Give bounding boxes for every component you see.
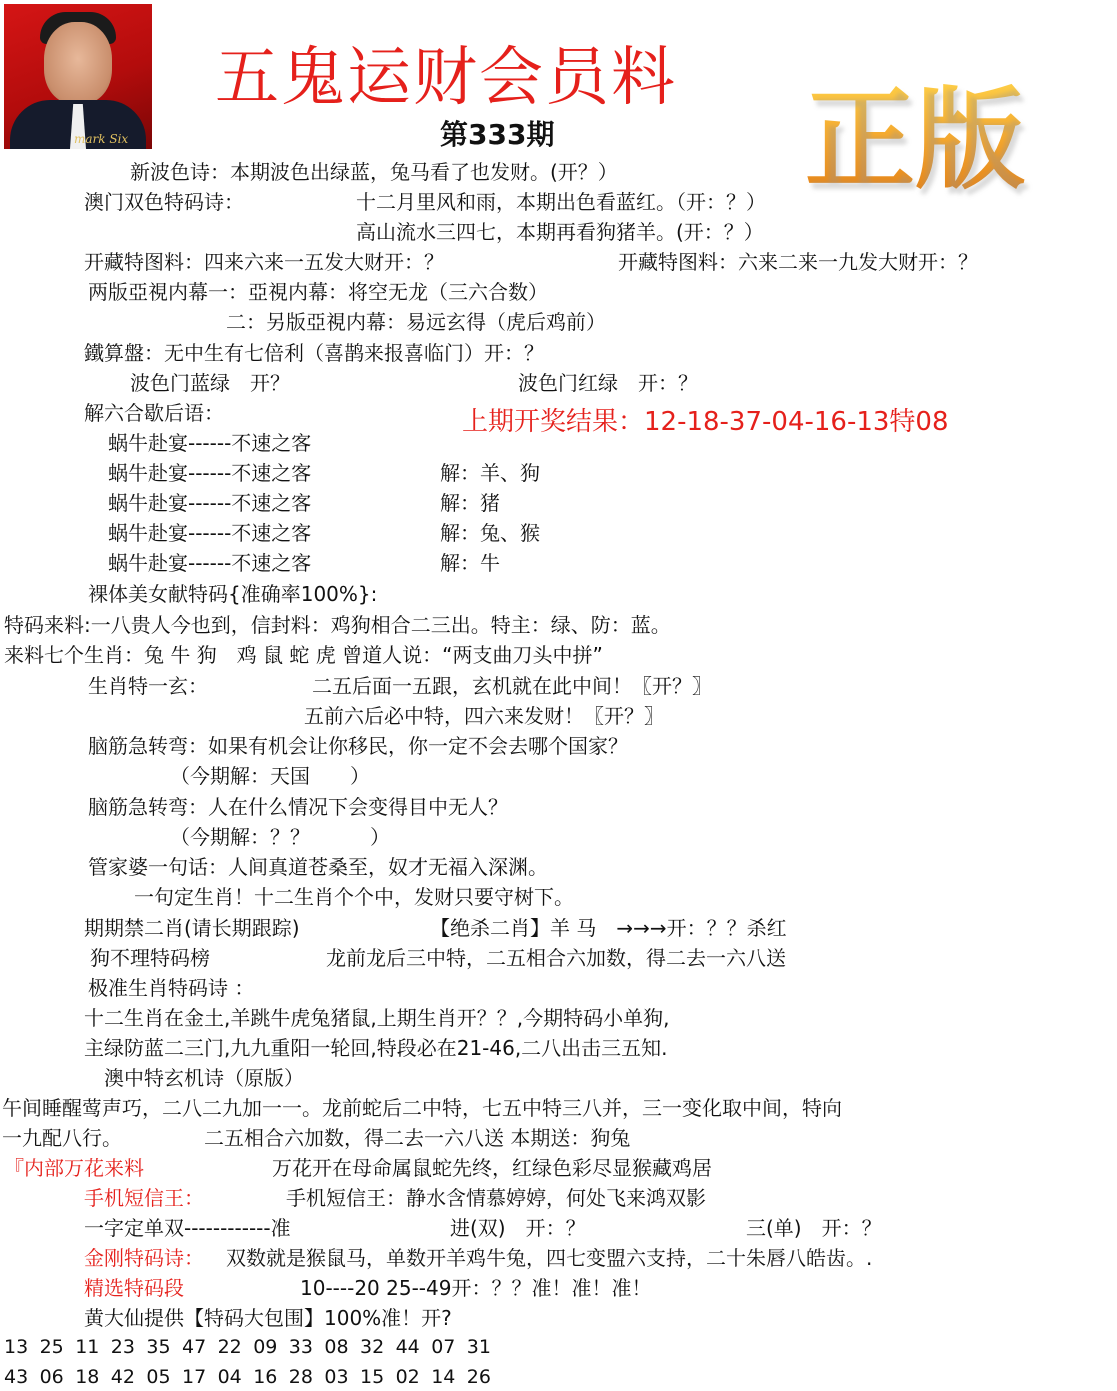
number-cell: 06 bbox=[39, 1366, 64, 1388]
number-cell: 44 bbox=[395, 1336, 420, 1358]
sms-king-value: 手机短信王：静水含情慕婷婷，何处飞来鸿双影 bbox=[286, 1186, 706, 1210]
macau-poem-label: 澳门双色特码诗： bbox=[84, 190, 244, 214]
riddle-answer: 解：牛 bbox=[440, 551, 500, 575]
dog-chart-value: 龙前龙后三中特，二五相合六加数，得二去一六八送 bbox=[326, 946, 786, 970]
flower-source-value: 万花开在母命属鼠蛇先终，红绿色彩尽显猴藏鸡居 bbox=[272, 1156, 712, 1180]
number-cell: 22 bbox=[217, 1336, 242, 1358]
banned-two-value: 【绝杀二肖】羊 马 →→→开：？？杀红 bbox=[430, 916, 787, 940]
number-cell: 13 bbox=[4, 1336, 29, 1358]
wave-blue-green: 波色门蓝绿 开？ bbox=[130, 371, 290, 395]
brain-teaser-1-answer: （今期解：天国 ） bbox=[170, 764, 370, 788]
number-cell: 23 bbox=[110, 1336, 135, 1358]
number-cell: 28 bbox=[288, 1366, 313, 1388]
issue-number: 第333期 bbox=[440, 118, 555, 151]
zodiac-mystery-line1: 二五后面一五跟，玄机就在此中间！〖开？〗 bbox=[312, 674, 712, 698]
number-cell: 07 bbox=[431, 1336, 456, 1358]
wave-color-poem: 新波色诗：本期波色出绿蓝，兔马看了也发财。(开？） bbox=[130, 160, 618, 184]
number-cell: 25 bbox=[39, 1336, 64, 1358]
special-code-offer: 裸体美女献特码{准确率100%}: bbox=[88, 582, 378, 606]
number-cell: 05 bbox=[146, 1366, 171, 1388]
precise-poem-heading: 极准生肖特码诗 ： bbox=[88, 976, 255, 1000]
brain-teaser-2: 脑筋急转弯：人在什么情况下会变得目中无人？ bbox=[88, 795, 508, 819]
number-cell: 35 bbox=[146, 1336, 171, 1358]
precise-poem-line1: 十二生肖在金土,羊跳牛虎兔猪鼠,上期生肖开？？,今期特码小单狗, bbox=[84, 1006, 670, 1030]
macau-mystery-line2b: 二五相合六加数，得二去一六八送 本期送：狗兔 bbox=[204, 1126, 631, 1150]
diamond-poem-value: 双数就是猴鼠马，单数开羊鸡牛兔，四七变盟六支持，二十朱唇八皓齿。. bbox=[226, 1246, 873, 1270]
treasure-map-2: 开藏特图料：六来二来一九发大财开：？ bbox=[618, 250, 978, 274]
riddle-line: 蜗牛赴宴------不速之客 bbox=[108, 461, 312, 485]
page-title: 五鬼运财会员料 bbox=[215, 41, 677, 115]
even-value: 进(双) 开：？ bbox=[450, 1216, 586, 1240]
selected-range-label: 精选特码段 bbox=[84, 1276, 184, 1300]
treasure-map-1: 开藏特图料：四来六来一五发大财开：？ bbox=[84, 250, 444, 274]
housekeeper-saying: 管家婆一句话：人间真道苍桑至，奴才无福入深渊。 bbox=[88, 855, 548, 879]
sms-king-label: 手机短信王： bbox=[84, 1186, 204, 1210]
riddle-line: 蜗牛赴宴------不速之客 bbox=[108, 431, 312, 455]
odd-even-label: 一字定单双------------准 bbox=[84, 1216, 291, 1240]
macau-mystery-line1: 午间睡醒莺声巧，二八二九加一一。龙前蛇后二中特，七五中特三八并，三一变化取中间，特向 bbox=[2, 1096, 842, 1120]
number-cell: 16 bbox=[253, 1366, 278, 1388]
zodiac-mystery-line2: 五前六后必中特，四六来发财！〖开？〗 bbox=[304, 704, 664, 728]
brain-teaser-2-answer: （今期解：？？ ） bbox=[170, 825, 390, 849]
one-sentence-zodiac: 一句定生肖！十二生肖个个中，发财只要守树下。 bbox=[134, 885, 574, 909]
number-cell: 17 bbox=[182, 1366, 207, 1388]
brain-teaser-1: 脑筋急转弯：如果有机会让你移民，你一定不会去哪个国家？ bbox=[88, 734, 628, 758]
riddle-answer: 解：兔、猴 bbox=[440, 521, 540, 545]
riddle-line: 蜗牛赴宴------不速之客 bbox=[108, 491, 312, 515]
riddle-answer: 解：猪 bbox=[440, 491, 500, 515]
diamond-poem-label: 金刚特码诗： bbox=[84, 1246, 204, 1270]
photo-caption: mark Six bbox=[74, 132, 129, 146]
odd-value: 三(单) 开：？ bbox=[746, 1216, 882, 1240]
portrait-photo bbox=[4, 4, 152, 149]
riddle-line: 蜗牛赴宴------不速之客 bbox=[108, 551, 312, 575]
flower-source-label: 『内部万花来料 bbox=[4, 1156, 144, 1180]
riddle-line: 蜗牛赴宴------不速之客 bbox=[108, 521, 312, 545]
number-cell: 08 bbox=[324, 1336, 349, 1358]
number-cell: 04 bbox=[217, 1366, 242, 1388]
macau-mystery-line2: 一九配八行。 bbox=[2, 1126, 122, 1150]
zodiac-mystery-label: 生肖特一玄： bbox=[88, 674, 208, 698]
number-cell: 42 bbox=[110, 1366, 135, 1388]
number-cell: 47 bbox=[182, 1336, 207, 1358]
precise-poem-line2: 主绿防蓝二三门,九九重阳一轮回,特段必在21-46,二八出击三五知. bbox=[84, 1036, 668, 1060]
macau-poem-line1: 十二月里风和雨，本期出色看蓝红。（开：？） bbox=[356, 190, 766, 214]
number-cell: 15 bbox=[360, 1366, 385, 1388]
riddle-answer: 解：羊、狗 bbox=[440, 461, 540, 485]
last-draw-result: 上期开奖结果：12-18-37-04-16-13特08 bbox=[462, 407, 949, 437]
number-cell: 31 bbox=[466, 1336, 491, 1358]
wave-red-green: 波色门红绿 开：？ bbox=[518, 371, 698, 395]
number-cell: 32 bbox=[360, 1336, 385, 1358]
number-cell: 09 bbox=[253, 1336, 278, 1358]
number-cell: 18 bbox=[75, 1366, 100, 1388]
riddle-heading: 解六合歇后语： bbox=[84, 401, 224, 425]
number-cell: 43 bbox=[4, 1366, 29, 1388]
atv-inside-2: 二：另版亞視内幕：易远玄得（虎后鸡前） bbox=[226, 310, 606, 334]
number-cell: 26 bbox=[466, 1366, 491, 1388]
authentic-seal: 正版 bbox=[805, 76, 1025, 204]
number-cell: 14 bbox=[431, 1366, 456, 1388]
selected-range-value: 10----20 25--49开：？？准！准！准！ bbox=[300, 1276, 652, 1300]
atv-inside-1: 两版亞視内幕一：亞視内幕：将空无龙（三六合数） bbox=[88, 280, 548, 304]
number-cell: 03 bbox=[324, 1366, 349, 1388]
wong-tai-sin-line: 黄大仙提供【特码大包围】100%准！开? bbox=[84, 1306, 452, 1330]
iron-abacus: 鐵算盤：无中生有七倍利（喜鹊来报喜临门）开：？ bbox=[84, 341, 544, 365]
seven-zodiac-line: 来料七个生肖：兔 牛 狗 鸡 鼠 蛇 虎 曾道人说：“两支曲刀头中拼” bbox=[4, 643, 603, 667]
number-cell: 11 bbox=[75, 1336, 100, 1358]
special-code-source: 特码来料:一八贵人今也到，信封料：鸡狗相合二三出。特主：绿、防：蓝。 bbox=[4, 613, 671, 637]
dog-chart-label: 狗不理特码榜 bbox=[90, 946, 210, 970]
number-cell: 33 bbox=[288, 1336, 313, 1358]
macau-poem-line2: 高山流水三四七，本期再看狗猪羊。(开：？） bbox=[356, 220, 764, 244]
banned-two-label: 期期禁二肖(请长期跟踪) bbox=[84, 916, 300, 940]
macau-mystery-heading: 澳中特玄机诗（原版） bbox=[104, 1066, 304, 1090]
number-cell: 02 bbox=[395, 1366, 420, 1388]
